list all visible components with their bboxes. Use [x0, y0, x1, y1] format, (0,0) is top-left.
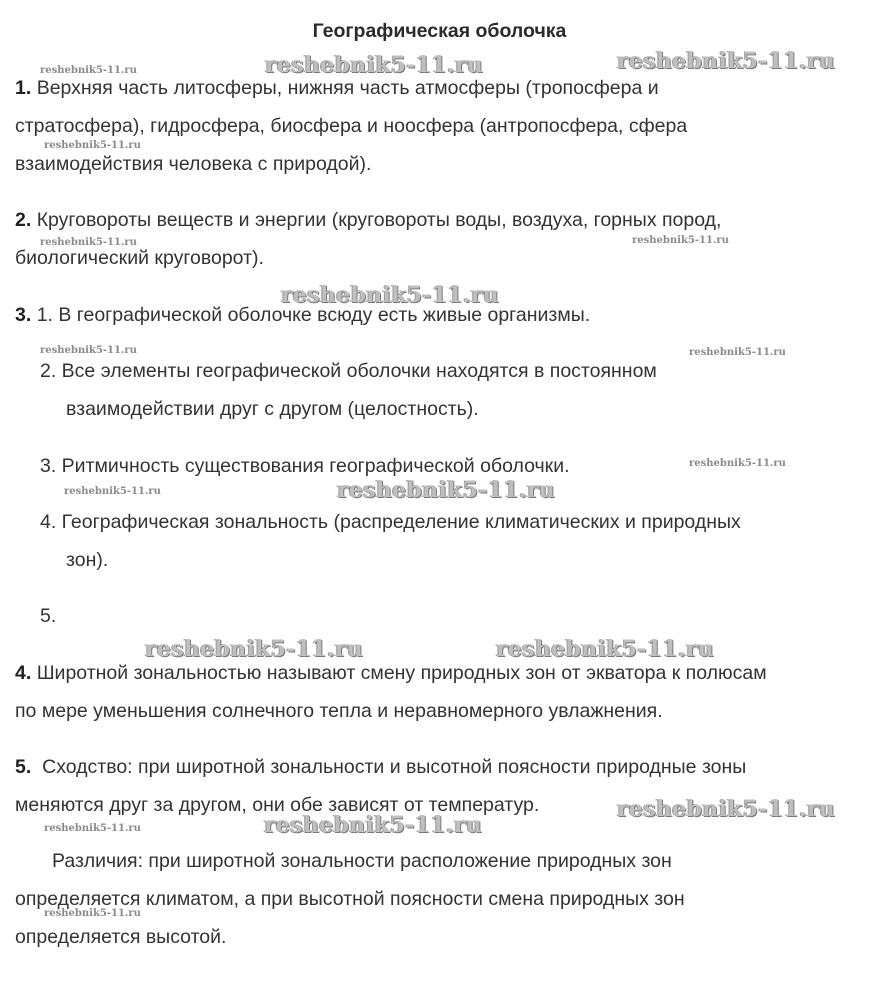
watermark: reshebnik5-11.ru: [44, 823, 141, 834]
answer-number: 3.: [15, 304, 32, 326]
answer-3-item: зон).: [66, 549, 109, 571]
answer-4-text: Широтной зональностью называют смену природных зон от экватора к полюсам: [36, 662, 767, 684]
watermark: reshebnik5-11.ru: [496, 636, 715, 662]
watermark: reshebnik5-11.ru: [145, 636, 364, 662]
watermark: reshebnik5-11.ru: [40, 345, 137, 356]
watermark: reshebnik5-11.ru: [617, 48, 836, 74]
answer-5-text: Сходство: при широтной зональности и высотной поясности природные зоны: [42, 756, 747, 778]
watermark: reshebnik5-11.ru: [689, 347, 786, 358]
answer-4-line: [15, 661, 767, 685]
answer-4-line: по мере уменьшения солнечного тепла и неравномерного увлажнения.: [15, 700, 663, 722]
answer-1-line: стратосфера), гидросфера, биосфера и ноосфера (антропосфера, сфера: [15, 115, 688, 137]
answer-number: 4.: [15, 662, 32, 684]
watermark: reshebnik5-11.ru: [64, 486, 161, 497]
answer-2-line: [15, 208, 721, 232]
answer-3-item: 4. Географическая зональность (распределение климатических и природных: [40, 511, 741, 533]
watermark: reshebnik5-11.ru: [632, 235, 729, 246]
watermark: reshebnik5-11.ru: [40, 65, 137, 76]
answer-5-line: [15, 755, 746, 779]
answer-number: 1.: [15, 77, 32, 99]
answer-1-line: взаимодействия человека с природой).: [15, 153, 372, 175]
answer-3-item: взаимодействии друг с другом (целостность).: [66, 398, 479, 420]
answer-3-line: [15, 303, 590, 327]
answer-1-line: [15, 76, 659, 100]
answer-5-line: определяется высотой.: [15, 926, 227, 948]
answer-number: 5.: [15, 756, 32, 778]
watermark: reshebnik5-11.ru: [265, 52, 484, 78]
answer-5-line: определяется климатом, а при высотной поясности смена природных зон: [15, 888, 685, 910]
watermark: reshebnik5-11.ru: [44, 908, 141, 919]
answer-1-text: Верхняя часть литосферы, нижняя часть атмосферы (тропосфера и: [36, 77, 659, 99]
answer-3-item: 2. Все элементы географической оболочки находятся в постоянном: [40, 360, 657, 382]
answer-3-item: 1. В географической оболочке всюду есть живые организмы.: [36, 304, 591, 326]
watermark: reshebnik5-11.ru: [264, 812, 483, 838]
watermark: reshebnik5-11.ru: [281, 282, 500, 308]
answer-2-text: Круговороты веществ и энергии (круговороты воды, воздуха, горных пород,: [36, 209, 722, 231]
watermark: reshebnik5-11.ru: [617, 796, 836, 822]
answer-2-line: биологический круговорот).: [15, 247, 264, 269]
answer-5-line: меняются друг за другом, они обе зависят от температур.: [15, 794, 540, 816]
answer-number: 2.: [15, 209, 32, 231]
watermark: reshebnik5-11.ru: [44, 140, 141, 151]
answer-3-item: 5.: [40, 605, 57, 627]
watermark: reshebnik5-11.ru: [689, 458, 786, 469]
watermark: reshebnik5-11.ru: [40, 237, 137, 248]
page-title: Географическая оболочка: [312, 20, 567, 42]
watermark: reshebnik5-11.ru: [337, 477, 556, 503]
answer-5-line: Различия: при широтной зональности расположение природных зон: [52, 850, 672, 872]
answer-3-item: 3. Ритмичность существования географической оболочки.: [40, 455, 570, 477]
